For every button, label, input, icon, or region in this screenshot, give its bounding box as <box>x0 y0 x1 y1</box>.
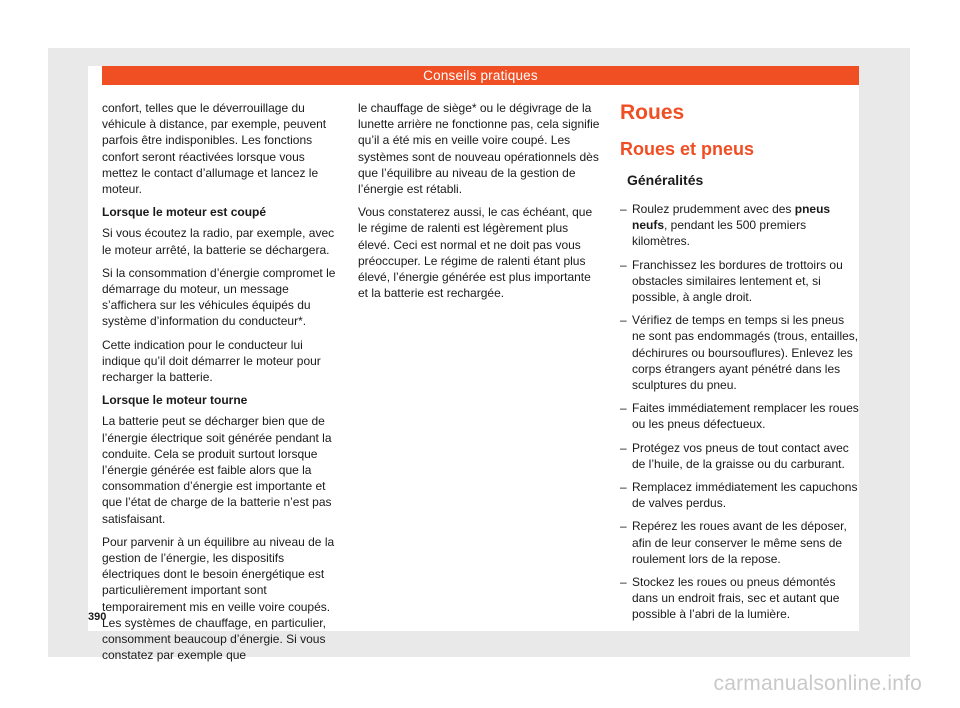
advice-list <box>620 201 860 623</box>
subheading-engine-running: Lorsque le moteur tourne <box>102 393 248 408</box>
list-item: – Remplacez immédiatement les capuchons de valves perdus. <box>620 480 858 511</box>
list-item: – Vérifiez de temps en temps si les pneus ne sont pas endommagés (trous, entailles, déchirures ou boursouflures). Enlevez les corps étrangers ayant pénétré dans les sculptures du pneu. <box>620 313 859 393</box>
paragraph: Si vous écoutez la radio, par exemple, avec le moteur arrêté, la batterie se déchargera. <box>102 226 335 257</box>
dash-bullet: – <box>620 202 627 216</box>
text-column-left <box>102 100 342 671</box>
dash-bullet: – <box>620 519 627 534</box>
list-item: – Faites immédiatement remplacer les roues ou les pneus défectueux. <box>620 401 859 432</box>
paragraph: La batterie peut se décharger bien que de l’énergie électrique soit générée pendant la conduite. Cela se produit surtout lorsque l’énergie générée est faible alors que la consommation d’énergie est importante et que l’état de charge de la batterie n’est pas satisfaisant. <box>102 414 332 526</box>
text-column-middle <box>358 100 602 308</box>
section-header <box>102 66 859 85</box>
paragraph: Si la consommation d’énergie compromet le démarrage du moteur, un message s’affichera sur les véhicules équipés du système d’information du conducteur*. <box>102 265 336 329</box>
dash-bullet: – <box>620 480 627 495</box>
paragraph: confort, telles que le déverrouillage du véhicule à distance, par exemple, peuvent parfois être indisponibles. Les fonctions confort seront réactivées lorsque vous mettez le contact d’allumage et lancez le moteur. <box>102 101 327 197</box>
paragraph: Cette indication pour le conducteur lui indique qu’il doit démarrer le moteur pour recharger la batterie. <box>102 337 321 385</box>
emphasis: pneus neufs <box>632 202 831 233</box>
dash-bullet: – <box>620 440 627 455</box>
subsection-title: Généralités <box>627 172 704 188</box>
page-number: 390 <box>88 611 107 623</box>
paragraph: le chauffage de siège* ou le dégivrage de la lunette arrière ne fonctionne pas, cela signifie qu’il a été mis en veille voire coupé. Les systèmes sont de nouveau opérationnels dès que l’équilibre au niveau de la gestion de l’énergie est rétabli. <box>358 101 600 197</box>
paragraph: Pour parvenir à un équilibre au niveau de la gestion de l’énergie, les dispositifs électriques dont le besoin énergétique est particulièrement important sont temporairement mis en veille voire coupés. Les systèmes de chauffage, en particulier, consomment beaucoup d’énergie. Si vous constatez par exemple que <box>102 534 335 663</box>
chapter-title: Roues <box>620 101 685 124</box>
list-item: – Protégez vos pneus de tout contact avec de l’huile, de la graisse ou du carburant. <box>620 440 849 471</box>
list-item: – Repérez les roues avant de les déposer, afin de leur conserver le même sens de roulement lors de la repose. <box>620 519 847 566</box>
text-column-right <box>620 100 860 630</box>
list-item: – Franchissez les bordures de trottoirs ou obstacles similaires lentement et, si possible, à angle droit. <box>620 257 843 305</box>
paragraph: Vous constaterez aussi, le cas échéant, que le régime de ralenti est légèrement plus élevé. Ceci est normal et ne doit pas vous préoccuper. Le régime de ralenti étant plus élevé, l’énergie générée est plus importante et la batterie est rechargée. <box>358 205 593 301</box>
list-item: – Roulez prudemment avec des pneus neufs, pendant les 500 premiers kilomètres. <box>620 202 831 249</box>
dash-bullet: – <box>620 401 627 416</box>
watermark: carmanualsonline.info <box>713 672 922 695</box>
section-title: Roues et pneus <box>620 139 755 159</box>
list-item: – Stockez les roues ou pneus démontés dans un endroit frais, sec et autant que possible à l’abri de la lumière. <box>620 575 840 622</box>
section-header-title: Conseils pratiques <box>423 68 538 83</box>
dash-bullet: – <box>620 575 627 590</box>
dash-bullet: – <box>620 313 627 328</box>
subheading-engine-off: Lorsque le moteur est coupé <box>102 205 267 220</box>
dash-bullet: – <box>620 257 627 272</box>
